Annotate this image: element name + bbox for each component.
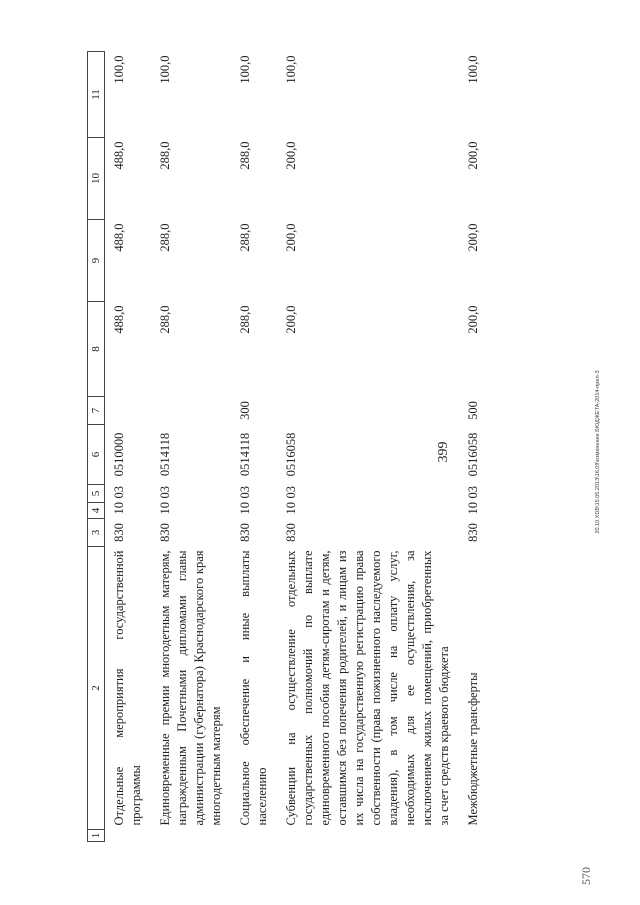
page-number-text: 399 — [436, 441, 451, 463]
cell-col-11: 100,0 — [238, 55, 252, 84]
cell-rz: 10 — [112, 502, 126, 515]
cell-col-9: 200,0 — [466, 223, 480, 252]
cell-csr: 0514118 — [238, 432, 252, 477]
cell-pr: 03 — [284, 486, 298, 499]
cell-name: Отдельные мероприятия государственной программы — [112, 550, 143, 826]
cell-code: 830 — [284, 523, 298, 542]
cell-col-8: 288,0 — [158, 305, 172, 334]
cell-pr: 03 — [238, 486, 252, 499]
cell-col-11: 100,0 — [158, 55, 172, 84]
cell-index — [277, 830, 459, 842]
cell-index — [105, 830, 152, 842]
cell-csr: 0510000 — [112, 432, 126, 477]
cell-vr — [105, 397, 152, 425]
cell-col-10: 288,0 — [158, 141, 172, 170]
cell-code: 830 — [158, 523, 172, 542]
cell-vr — [151, 397, 231, 425]
cell-code: 830 — [112, 523, 126, 542]
cell-name: Социальное обеспечение и иные выплаты населению — [238, 550, 269, 826]
footer-code-text: 20.10.XDB\15.05.2013\16.09\изменение БЮДЖЕТА-2014-прил-3 — [595, 370, 601, 534]
header-col-11: 11 — [88, 52, 105, 138]
cell-col-9: 200,0 — [284, 223, 298, 252]
table-row — [459, 52, 488, 842]
table-row — [277, 52, 459, 842]
cell-col-10: 488,0 — [112, 141, 126, 170]
cell-col-9: 288,0 — [238, 223, 252, 252]
header-col-8: 8 — [88, 302, 105, 397]
cell-name: Межбюджетные трансферты — [466, 672, 480, 826]
budget-table-frame — [87, 52, 567, 842]
header-col-1: 1 — [88, 830, 105, 842]
header-col-2: 2 — [88, 547, 105, 830]
cell-rz: 10 — [158, 502, 172, 515]
cell-code: 830 — [238, 523, 252, 542]
cell-col-8: 200,0 — [284, 305, 298, 334]
cell-csr: 0516058 — [284, 432, 298, 477]
header-col-5: 5 — [88, 485, 105, 503]
header-col-7: 7 — [88, 397, 105, 425]
cell-index — [231, 830, 277, 842]
cell-col-10: 288,0 — [238, 141, 252, 170]
table-row — [105, 52, 152, 842]
sheet-number: 570 — [579, 867, 593, 885]
cell-rz: 10 — [284, 502, 298, 515]
cell-col-10: 200,0 — [284, 141, 298, 170]
header-col-6: 6 — [88, 425, 105, 485]
cell-pr: 03 — [466, 486, 480, 499]
cell-rz: 10 — [238, 502, 252, 515]
cell-col-10: 200,0 — [466, 141, 480, 170]
cell-col-8: 288,0 — [238, 305, 252, 334]
cell-pr: 03 — [158, 486, 172, 499]
cell-rz: 10 — [466, 502, 480, 515]
cell-col-9: 288,0 — [158, 223, 172, 252]
cell-index — [151, 830, 231, 842]
cell-col-11: 100,0 — [112, 55, 126, 84]
cell-csr: 0516058 — [466, 432, 480, 477]
cell-col-11: 100,0 — [284, 55, 298, 84]
table-header-row — [88, 52, 105, 842]
cell-csr: 0514118 — [158, 432, 172, 477]
cell-col-9: 488,0 — [112, 223, 126, 252]
cell-index — [459, 830, 488, 842]
cell-col-8: 488,0 — [112, 305, 126, 334]
header-col-10: 10 — [88, 138, 105, 220]
header-col-4: 4 — [88, 503, 105, 519]
cell-vr — [277, 397, 459, 425]
cell-pr: 03 — [112, 486, 126, 499]
cell-vr: 300 — [238, 401, 252, 420]
cell-name: Единовременные премии многодетным матерям, награжденным Почетными дипломами главы администрации (губернатора) Краснодарского края многодетным матерям — [158, 550, 223, 826]
cell-name: Субвенции на осуществление отдельных государственных полномочий по выплате единовременного пособия детям-сиротам и детям, оставшимся без попечения родителей, и лицам из их числа на государственную регистрацию права собственности (права пожизненного наследуемого владения), в том числе на оплату услуг, необходимых для ее осуществления, за исключением жилых помещений, приобретенных за счет средств краевого бюджета — [284, 550, 451, 826]
cell-col-8: 200,0 — [466, 305, 480, 334]
header-col-3: 3 — [88, 519, 105, 547]
table-row — [151, 52, 231, 842]
cell-code: 830 — [466, 523, 480, 542]
cell-col-11: 100,0 — [466, 55, 480, 84]
budget-table — [87, 51, 488, 842]
table-row — [231, 52, 277, 842]
cell-vr: 500 — [466, 401, 480, 420]
header-col-9: 9 — [88, 220, 105, 302]
